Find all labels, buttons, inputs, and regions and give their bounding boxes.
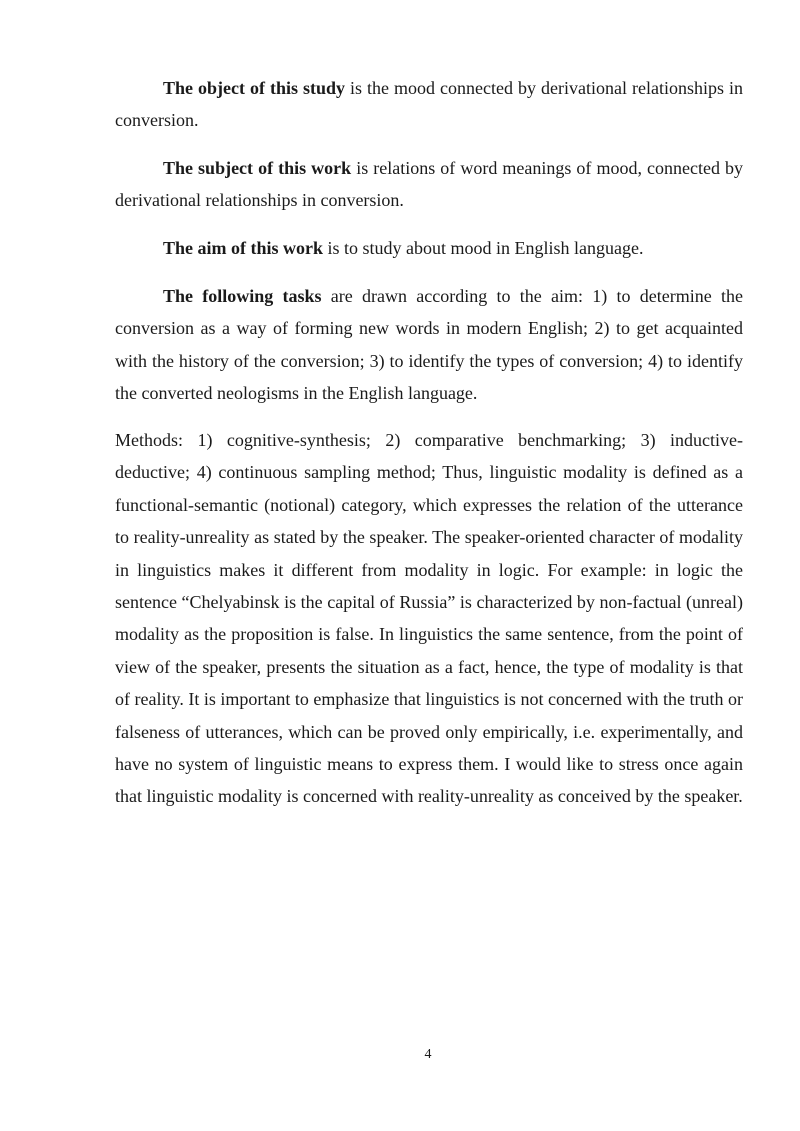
paragraph-lead-bold: The following tasks [163, 286, 322, 306]
paragraph-text: is to study about mood in English language. [323, 238, 644, 258]
paragraph-subject-of-work [115, 152, 743, 217]
paragraph-object-of-study [115, 72, 743, 137]
paragraph-text: are drawn according to the aim: 1) to determine the conversion as a way of forming new words in modern English; 2) to get acquainted with the history of the conversion; 3) to identify the types of conversion; 4) to identify the converted neologisms in the English language. [115, 286, 743, 404]
page-number: 4 [424, 1047, 432, 1062]
paragraph-lead-bold: The subject of this work [163, 158, 352, 178]
paragraph-lead-bold: The aim of this work [163, 238, 324, 258]
paragraph-lead-bold: The object of this study [163, 78, 346, 98]
paragraph-text: is relations of word meanings of mood, connected by derivational relationships in conversion. [115, 158, 743, 211]
paragraph-methods: Methods: 1) cognitive-synthesis; 2) comparative benchmarking; 3) inductive-deductive; 4) continuous sampling method; Thus, linguistic modality is defined as a functional-semantic (notional) category, which expresses the relation of the utterance to reality-unreality as stated by the speaker. The speaker-oriented character of modality in linguistics makes it different from modality in logic. For example: in logic the sentence “Chelyabinsk is the capital of Russia” is characterized by non-factual (unreal) modality as the proposition is false. In linguistics the same sentence, from the point of view of the speaker, presents the situation as a fact, hence, the type of modality is that of reality. It is important to emphasize that linguistics is not concerned with the truth or falseness of utterances, which can be proved only empirically, i.e. experimentally, and have no system of linguistic means to express them. I would like to stress once again that linguistic modality is concerned with reality-unreality as conceived by the speaker. [115, 430, 743, 807]
paragraph-tasks [115, 280, 743, 410]
paragraph-aim-of-work [115, 232, 743, 264]
paragraph-text: is the mood connected by derivational relationships in conversion. [115, 78, 743, 131]
